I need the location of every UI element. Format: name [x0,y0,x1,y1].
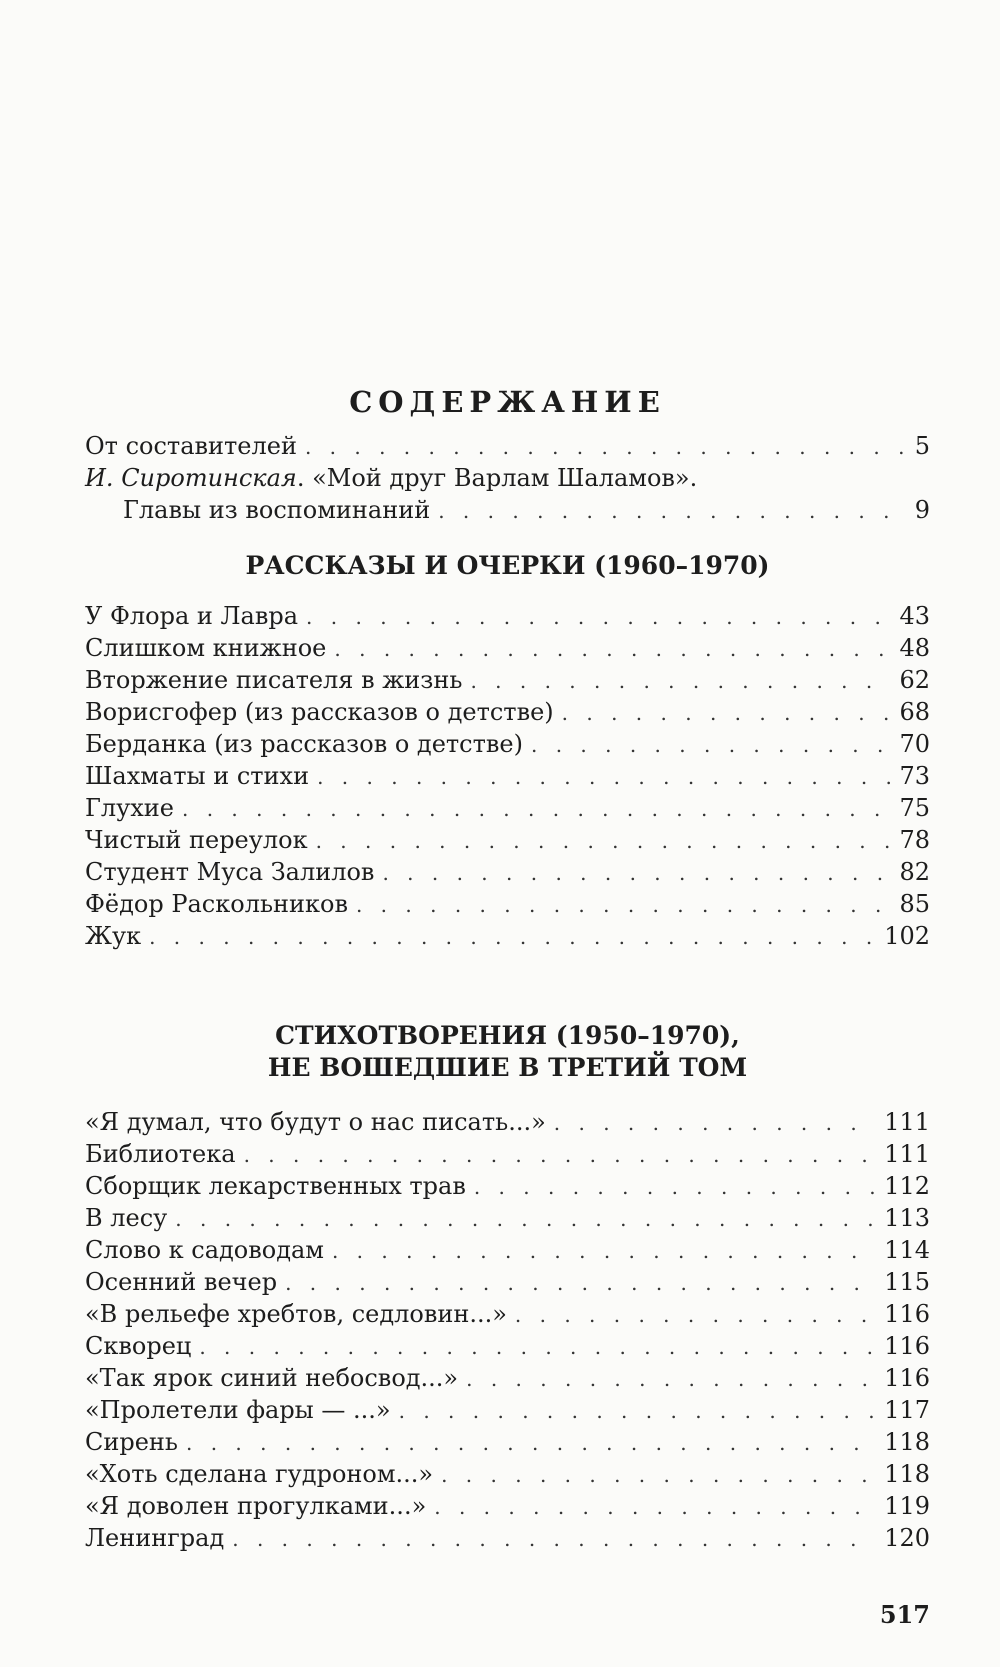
dot-leader [175,1203,876,1235]
dot-leader [316,825,892,857]
toc-entry [85,1138,930,1170]
toc-entry-line [85,462,930,494]
dot-leader [531,729,891,761]
toc-entry-title-continued: Главы из воспоминаний [123,496,431,524]
toc-entry-page: 119 [884,1492,930,1520]
dot-leader [317,761,891,793]
toc-list [85,1106,930,1554]
page-number: 517 [879,1600,930,1629]
toc-entry-page: 116 [884,1332,930,1360]
toc-entry-title: «Пролетели фары — ...» [85,1396,391,1424]
dot-leader [186,1427,876,1459]
toc-entry-title: «В рельефе хребтов, седловин...» [85,1300,507,1328]
toc-entry [85,1170,930,1202]
dot-leader [515,1299,876,1331]
dot-leader [285,1267,876,1299]
toc-entry [85,888,930,920]
toc-entry [85,1522,930,1554]
toc-entry-title: Слово к садоводам [85,1236,324,1264]
toc-entry [85,632,930,664]
toc-entry-page: 5 [914,432,930,460]
toc-entry [85,760,930,792]
toc-entry-page: 68 [899,698,930,726]
dot-leader [182,793,891,825]
toc-entry [85,494,930,526]
section-heading: РАССКАЗЫ И ОЧЕРКИ (1960–1970) [245,551,770,580]
toc-entry [85,856,930,888]
toc-entry-title: «Хоть сделана гудроном...» [85,1460,434,1488]
toc-entry-title: Вторжение писателя в жизнь [85,666,463,694]
toc-entry-page: 120 [884,1524,930,1552]
toc-entry [85,600,930,632]
toc-entry-page: 70 [899,730,930,758]
toc-entry [85,728,930,760]
toc-entry-title: От составителей [85,432,297,460]
dot-leader [305,431,907,463]
toc-entry-title: У Флора и Лавра [85,602,299,630]
book-page [85,0,930,1667]
toc-entry-title: «Я думал, что будут о нас писать...» [85,1108,546,1136]
dot-leader [441,1459,876,1491]
toc-entry [85,1490,930,1522]
toc-entry-page: 78 [899,826,930,854]
toc-entry-page: 9 [914,496,930,524]
dot-leader [306,601,891,633]
toc-entry [85,1106,930,1138]
toc-entry-page: 118 [884,1428,930,1456]
toc-entry [85,664,930,696]
toc-entry-page: 102 [884,922,930,950]
dot-leader [332,1235,876,1267]
toc-entry-page: 116 [884,1300,930,1328]
toc-entry-page: 113 [884,1204,930,1232]
toc-entry-title: Сирень [85,1428,178,1456]
toc-entry-title: Глухие [85,794,174,822]
toc-entry-page: 48 [899,634,930,662]
toc-entry [85,696,930,728]
toc-entry-title: «Я доволен прогулками...» [85,1492,427,1520]
toc-entry [85,1458,930,1490]
toc-entry-title: Скворец [85,1332,192,1360]
toc-entry-page: 115 [884,1268,930,1296]
toc-entry [85,1362,930,1394]
page-title: СОДЕРЖАНИЕ [349,385,666,419]
toc-entry-title: Сборщик лекарственных трав [85,1172,466,1200]
toc-entry-page: 118 [884,1460,930,1488]
toc-entry-page: 43 [899,602,930,630]
toc-entry [85,1394,930,1426]
toc-entry [85,824,930,856]
dot-leader [562,697,892,729]
section-stories [85,550,930,952]
toc-entry [85,920,930,952]
toc-entry-title: Чистый переулок [85,826,308,854]
dot-leader [474,1171,876,1203]
dot-leader [199,1331,876,1363]
toc-entry-title: Библиотека [85,1140,236,1168]
toc-entry [85,1266,930,1298]
toc-list [85,600,930,952]
dot-leader [382,857,891,889]
section-heading-line2: НЕ ВОШЕДШИЕ В ТРЕТИЙ ТОМ [267,1053,748,1082]
toc-entry-title: Ленинград [85,1524,225,1552]
dot-leader [466,1363,876,1395]
toc-entry-title: Ворисгофер (из рассказов о детстве) [85,698,554,726]
dot-leader [438,495,907,527]
dot-leader [244,1139,877,1171]
toc-entry [85,1330,930,1362]
toc-entry-page: 114 [884,1236,930,1264]
toc-entry-page: 112 [884,1172,930,1200]
toc-entry [85,1234,930,1266]
toc-entry-title: «Так ярок синий небосвод...» [85,1364,459,1392]
dot-leader [356,889,891,921]
toc-entry [85,1202,930,1234]
dot-leader [470,665,891,697]
toc-entry-title: Жук [85,922,142,950]
section-heading: СТИХОТВОРЕНИЯ (1950–1970), [275,1021,740,1050]
toc-entry-title: Слишком книжное [85,634,327,662]
toc-entry [85,1298,930,1330]
dot-leader [149,921,876,953]
dot-leader [232,1523,876,1555]
dot-leader [399,1395,877,1427]
toc-entry [85,792,930,824]
toc-entry-title: Фёдор Раскольников [85,890,348,918]
toc-entry-title: Шахматы и стихи [85,762,310,790]
toc-entry-title: . «Мой друг Варлам Шаламов». [296,464,698,492]
toc-entry-author: И. Сиротинская [85,464,297,492]
dot-leader [554,1107,876,1139]
toc-entry [85,430,930,462]
toc-entry-page: 82 [899,858,930,886]
toc-entry-page: 111 [884,1140,930,1168]
toc-entry-page: 85 [899,890,930,918]
toc-entry-page: 117 [884,1396,930,1424]
front-matter [85,430,930,526]
toc-entry-title: В лесу [85,1204,168,1232]
toc-entry-title: Студент Муса Залилов [85,858,375,886]
toc-entry-page: 73 [899,762,930,790]
dot-leader [434,1491,876,1523]
dot-leader [334,633,891,665]
toc-entry-page: 75 [899,794,930,822]
toc-entry-page: 116 [884,1364,930,1392]
toc-entry-title: Осенний вечер [85,1268,278,1296]
toc-entry-title: Берданка (из рассказов о детстве) [85,730,523,758]
toc-entry-page: 111 [884,1108,930,1136]
section-poems [85,1020,930,1554]
toc-entry-page: 62 [899,666,930,694]
toc-entry [85,1426,930,1458]
